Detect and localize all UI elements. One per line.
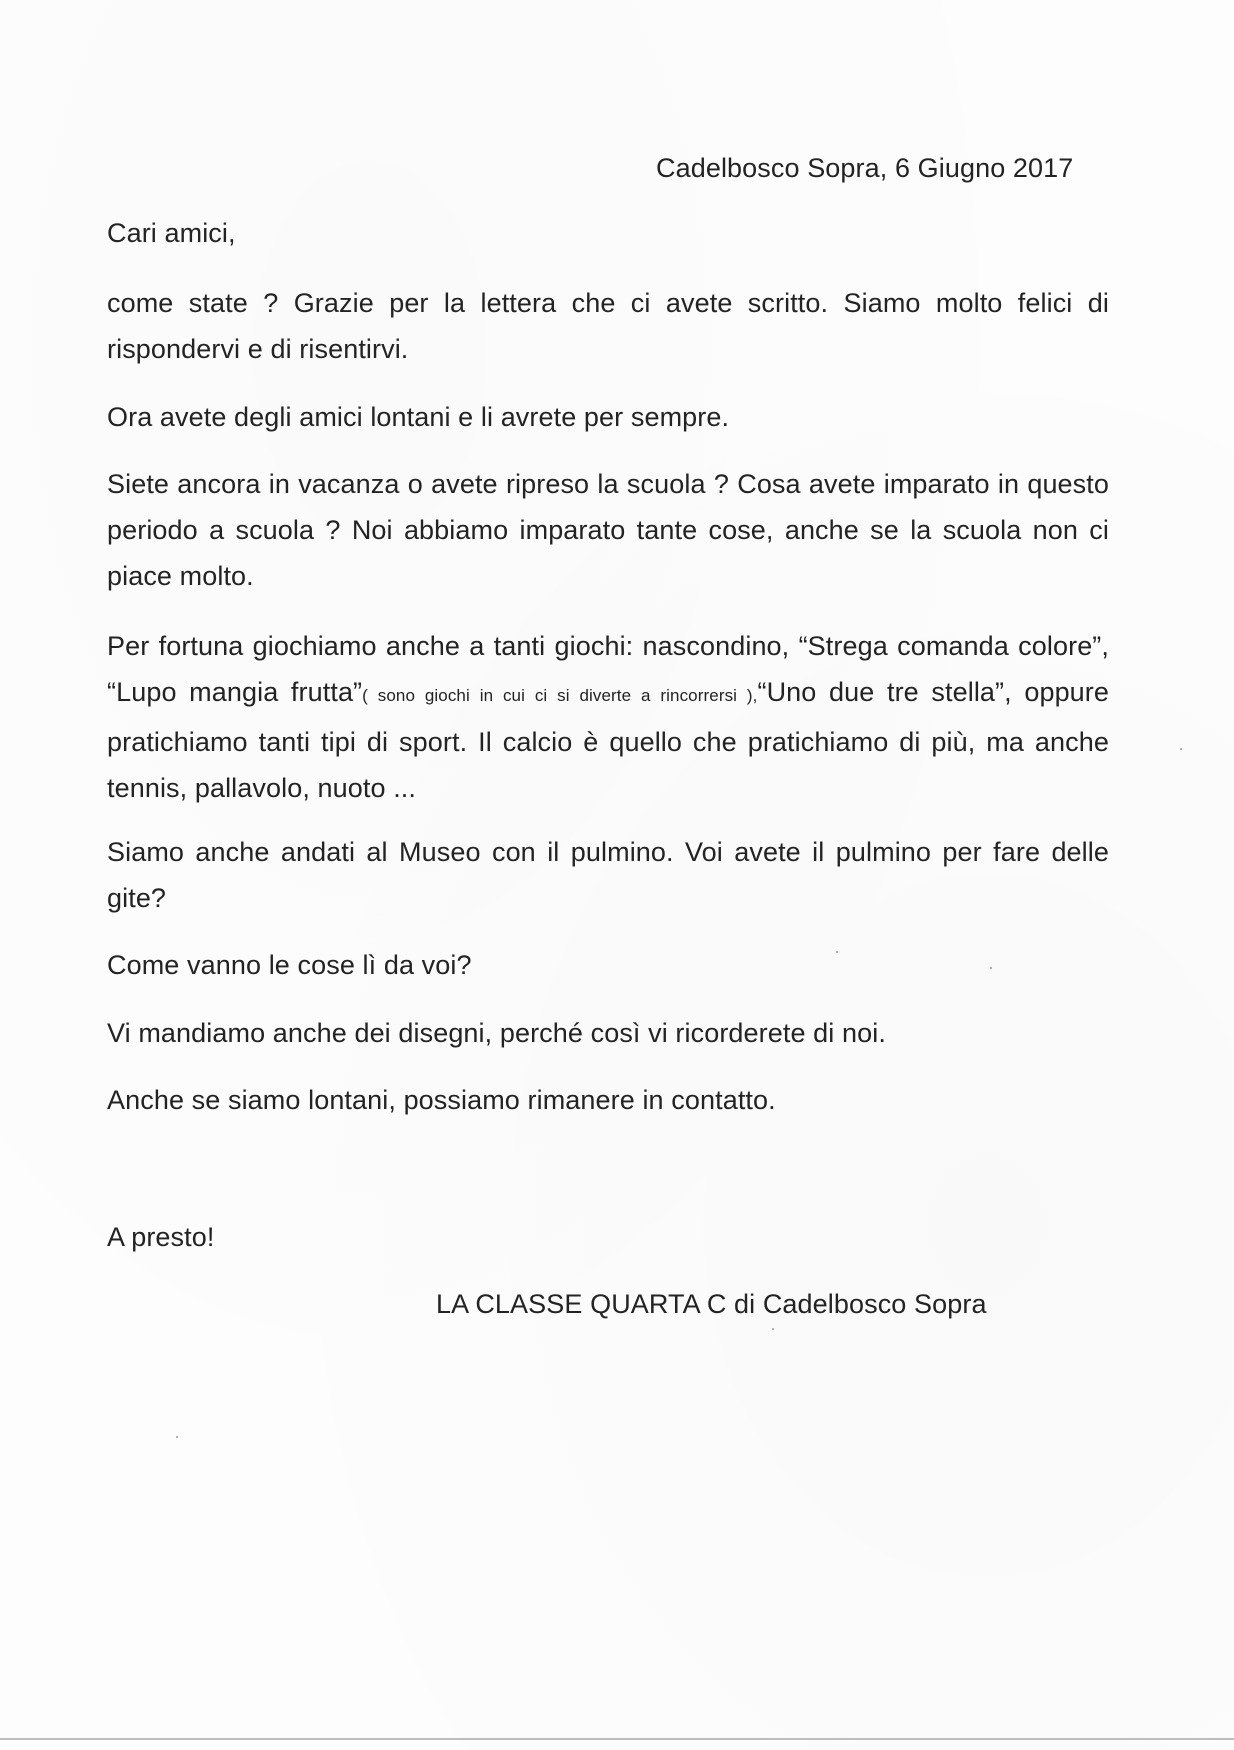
scan-speck (836, 951, 838, 953)
paragraph-8: Anche se siamo lontani, possiamo rimanere in contatto. (107, 1085, 776, 1115)
paragraph-2: Ora avete degli amici lontani e li avrete per sempre. (107, 402, 730, 432)
greeting: Cari amici, (107, 218, 236, 248)
signature: LA CLASSE QUARTA C di Cadelbosco Sopra (436, 1289, 987, 1319)
paragraph-6: Come vanno le cose lì da voi? (107, 950, 472, 980)
paragraph-5: Siamo anche andati al Museo con il pulmino. Voi avete il pulmino per fare delle gite? (107, 837, 1109, 913)
paragraph-1: come state ? Grazie per la lettera che ci avete scritto. Siamo molto felici di rispondervi e di risentirvi. (107, 288, 1109, 364)
closing: A presto! (107, 1222, 215, 1252)
paragraph-3: Siete ancora in vacanza o avete ripreso la scuola ? Cosa avete imparato in questo periodo a scuola ? Noi abbiamo imparato tante cose, anche se la scuola non ci piace molto. (107, 469, 1109, 591)
scan-speck (772, 1328, 774, 1330)
scan-speck (1180, 748, 1182, 750)
paragraph-4-note: ( sono giochi in cui ci si diverte a rincorrersi ), (362, 686, 758, 705)
paragraph-4-start: Per fortuna giochiamo anche a tanti giochi: nascondino, “Strega comanda colore”, “Lupo mangia frutta” (107, 631, 1109, 707)
paragraph-4-end: “Uno due tre stella”, oppure pratichiamo tanti tipi di sport. Il calcio è quello che pratichiamo di più, ma anche tennis, pallavolo, nuoto ... (107, 677, 1110, 803)
date-line: Cadelbosco Sopra, 6 Giugno 2017 (656, 153, 1074, 183)
paragraph-4 (107, 623, 1109, 811)
scan-edge (0, 1738, 1234, 1740)
paragraph-7: Vi mandiamo anche dei disegni, perché così vi ricorderete di noi. (107, 1018, 886, 1048)
scan-speck (990, 967, 992, 969)
scan-speck (176, 1436, 178, 1438)
